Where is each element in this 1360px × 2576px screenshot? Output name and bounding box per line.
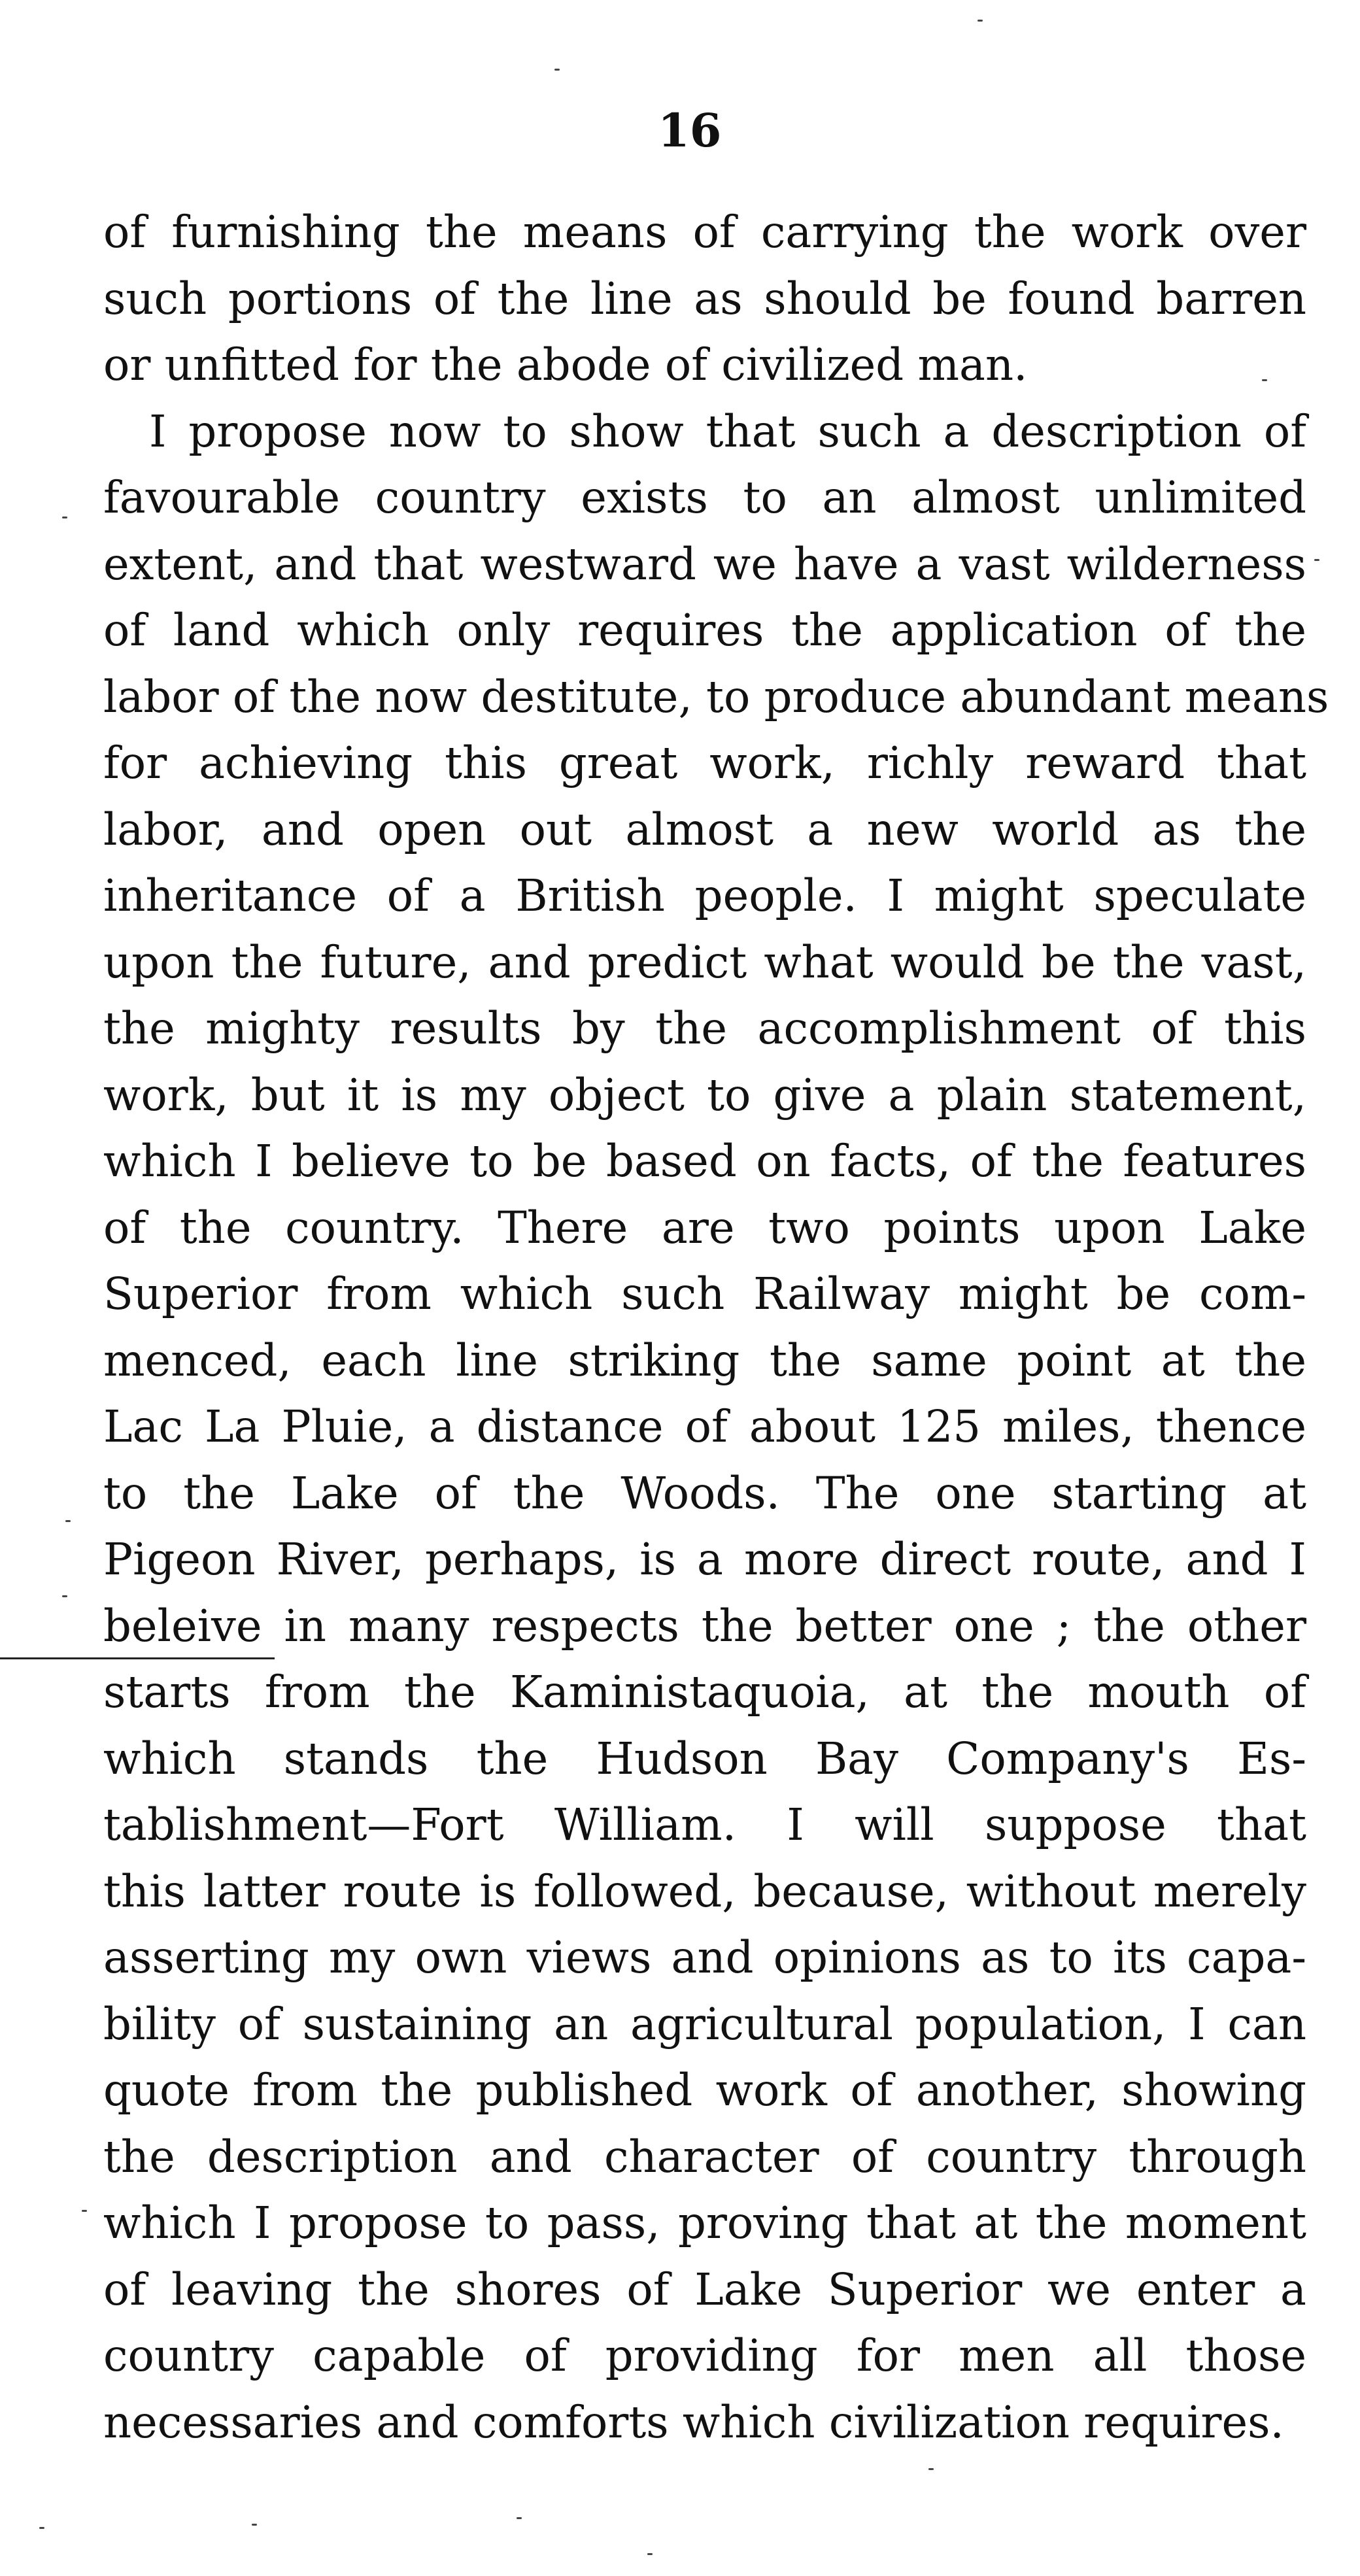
scan-speck bbox=[1314, 559, 1319, 561]
text-line: menced, each line striking the same point at the bbox=[103, 1334, 1306, 1386]
scan-speck bbox=[65, 1520, 71, 1522]
text-line: which I believe to be based on facts, of the features bbox=[103, 1136, 1306, 1187]
text-line: country capable of providing for men all those bbox=[103, 2330, 1306, 2381]
text-line: such portions of the line as should be found barren bbox=[103, 273, 1306, 324]
text-line: this latter route is followed, because, without merely bbox=[103, 1865, 1306, 1917]
text-line: of land which only requires the application of the bbox=[103, 605, 1306, 656]
text-line: the description and character of country through bbox=[103, 2131, 1306, 2182]
text-line: necessaries and comforts which civilization requires. bbox=[103, 2396, 1284, 2448]
text-line: of the country. There are two points upon Lake bbox=[103, 1202, 1306, 1253]
scan-speck bbox=[647, 2553, 653, 2555]
text-line: inheritance of a British people. I might speculate bbox=[103, 870, 1306, 921]
text-line: to the Lake of the Woods. The one starting at bbox=[103, 1467, 1306, 1519]
scan-speck bbox=[554, 69, 560, 71]
text-line: quote from the published work of another, showing bbox=[103, 2065, 1306, 2116]
body-text bbox=[103, 199, 1329, 2456]
text-line: favourable country exists to an almost unlimited bbox=[103, 472, 1306, 523]
scan-speck bbox=[1262, 379, 1267, 381]
text-line: extent, and that westward we have a vast wilderness bbox=[103, 538, 1306, 590]
text-line: beleive in many respects the better one ; the other bbox=[103, 1600, 1306, 1652]
text-line: labor of the now destitute, to produce abundant means bbox=[103, 671, 1329, 722]
text-line: of leaving the shores of Lake Superior we enter a bbox=[103, 2263, 1306, 2315]
text-line: work, but it is my object to give a plain statement, bbox=[103, 1069, 1306, 1121]
scan-speck bbox=[252, 2524, 257, 2526]
text-line: for achieving this great work, richly reward that bbox=[103, 737, 1306, 788]
scan-speck bbox=[82, 2210, 87, 2212]
scan-speck bbox=[928, 2468, 934, 2470]
scan-speck bbox=[978, 20, 983, 22]
text-line: asserting my own views and opinions as to its capa- bbox=[103, 1932, 1306, 1983]
text-line: which I propose to pass, proving that at the moment bbox=[103, 2197, 1306, 2248]
text-line: starts from the Kaministaquoia, at the mouth of bbox=[103, 1667, 1306, 1718]
text-line: upon the future, and predict what would be the vast, bbox=[103, 936, 1306, 988]
scan-speck bbox=[39, 2527, 44, 2529]
scan-speck bbox=[62, 1595, 67, 1597]
text-line: bility of sustaining an agricultural population, I can bbox=[103, 1998, 1306, 2050]
scan-speck bbox=[517, 2517, 522, 2519]
page-number: 16 bbox=[658, 103, 722, 158]
text-line: of furnishing the means of carrying the work over bbox=[103, 207, 1306, 258]
text-line: or unfitted for the abode of civilized man. bbox=[103, 339, 1028, 390]
scan-rule-line bbox=[0, 1657, 275, 1659]
paragraph-start-line: I propose now to show that such a description of bbox=[149, 405, 1306, 457]
text-line: which stands the Hudson Bay Company's Es- bbox=[103, 1733, 1306, 1784]
text-line: Superior from which such Railway might be com- bbox=[103, 1268, 1306, 1319]
text-line: Pigeon River, perhaps, is a more direct route, and I bbox=[103, 1534, 1306, 1585]
text-line: labor, and open out almost a new world as the bbox=[103, 804, 1306, 855]
text-line: tablishment—Fort William. I will suppose that bbox=[103, 1799, 1306, 1850]
text-line: the mighty results by the accomplishment of this bbox=[103, 1003, 1306, 1054]
scan-speck bbox=[62, 517, 67, 518]
text-line: Lac La Pluie, a distance of about 125 miles, thence bbox=[103, 1401, 1306, 1452]
